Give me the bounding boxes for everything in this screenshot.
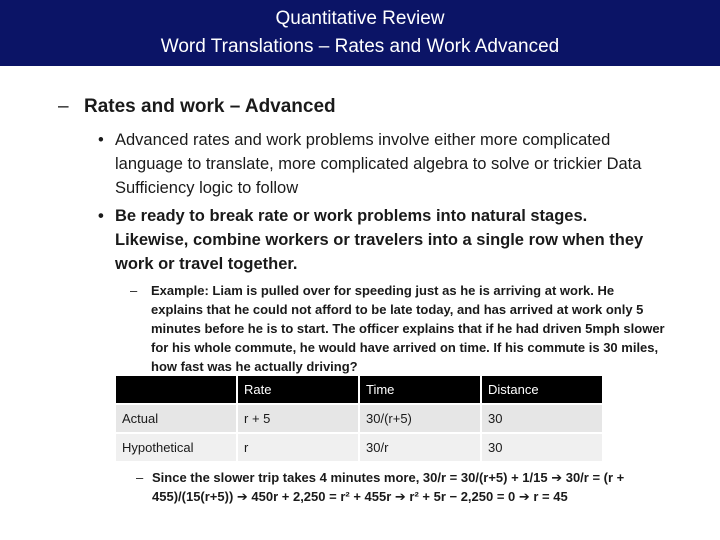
table-cell: r + 5 <box>238 403 358 432</box>
bullet-text: Advanced rates and work problems involve either more complicated language to translate, more complicated algebra to solve or trickier Data Sufficiency logic to follow <box>115 131 642 197</box>
bullet-dot: • <box>98 131 104 149</box>
table-cell: 30 <box>482 432 602 461</box>
table-cell: 30/(r+5) <box>360 403 480 432</box>
table-cell: 30 <box>482 403 602 432</box>
table-cell: r <box>238 432 358 461</box>
table-cell: Actual <box>116 403 236 432</box>
solution-item <box>136 468 676 506</box>
example-text: Example: Liam is pulled over for speeding just as he is arriving at work. He explains that he could not afford to be late today, and has arrived at work only 5 minutes before he is to start. The officer explains that if he had driven 5mph slower for his whole commute, he would have arrived on time. If his commute is 30 miles, how fast was he actually driving? <box>151 283 665 374</box>
solution-text: Since the slower trip takes 4 minutes more, 30/r = 30/(r+5) + 1/15 ➔ 30/r = (r + 455)/(15(r+5)) ➔ 450r + 2,250 = r² + 455r ➔ r² + 5r − 2,250 = 0 ➔ r = 45 <box>152 470 625 504</box>
table-header-cell: Rate <box>238 376 358 403</box>
table-row <box>116 403 602 432</box>
table-header-cell: Distance <box>482 376 602 403</box>
dash-marker: – <box>136 470 144 485</box>
rate-table <box>114 376 604 461</box>
section-heading <box>58 96 336 118</box>
table-header-cell <box>116 376 236 403</box>
table-header-cell: Time <box>360 376 480 403</box>
dash-marker: – <box>130 283 138 298</box>
bullet-dot: • <box>98 207 104 225</box>
table-row <box>116 432 602 461</box>
slide-subtitle: Word Translations – Rates and Work Advanced <box>160 36 560 57</box>
table-cell: 30/r <box>360 432 480 461</box>
slide-title: Quantitative Review <box>275 8 445 29</box>
bullet-item <box>98 128 655 200</box>
dash-marker: – <box>58 96 69 117</box>
example-item <box>130 281 665 376</box>
bullet-item <box>98 204 655 276</box>
section-heading-text: Rates and work – Advanced <box>84 96 336 117</box>
table-header-row <box>116 376 602 403</box>
table-cell: Hypothetical <box>116 432 236 461</box>
bullet-text: Be ready to break rate or work problems into natural stages. Likewise, combine workers or travelers into a single row when they work or travel together. <box>115 207 644 273</box>
